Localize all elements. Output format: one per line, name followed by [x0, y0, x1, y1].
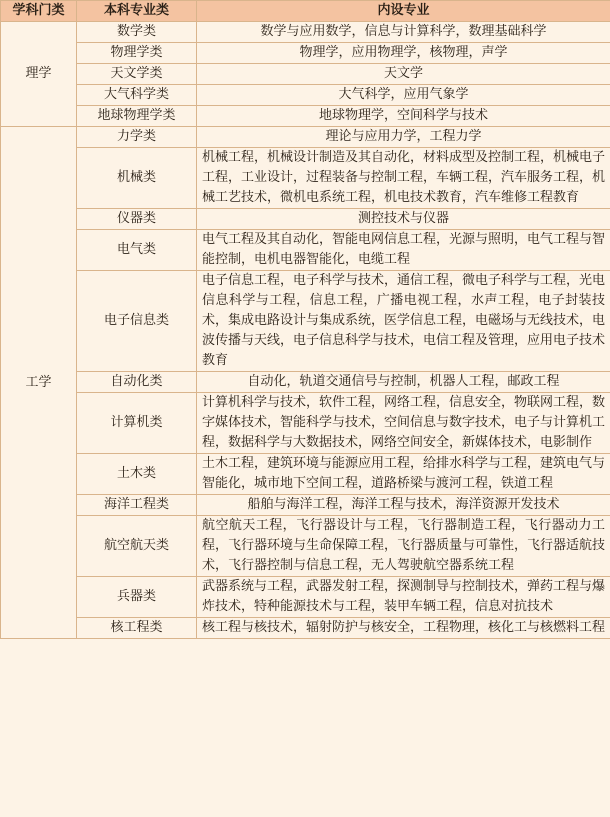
category-cell: 海洋工程类 [77, 495, 197, 516]
header-majors: 内设专业 [197, 1, 610, 22]
table-row [1, 22, 610, 43]
majors-cell: 物理学，应用物理学，核物理，声学 [197, 43, 610, 64]
discipline-cell-engineering: 工学 [1, 127, 77, 639]
table-row [1, 209, 610, 230]
majors-cell: 核工程与核技术，辐射防护与核安全，工程物理，核化工与核燃料工程 [197, 618, 610, 639]
majors-cell: 电子信息工程，电子科学与技术，通信工程，微电子科学与工程，光电信息科学与工程，信息工程，广播电视工程，水声工程，电子封装技术，集成电路设计与集成系统，医学信息工程，电磁场与无线技术，电波传播与天线，电子信息科学与技术，电信工程及管理，应用电子技术教育 [197, 271, 610, 372]
header-row [1, 1, 610, 22]
table-row [1, 618, 610, 639]
header-discipline: 学科门类 [1, 1, 77, 22]
category-cell: 计算机类 [77, 393, 197, 454]
majors-cell: 武器系统与工程，武器发射工程，探测制导与控制技术，弹药工程与爆炸技术，特种能源技术与工程，装甲车辆工程，信息对抗技术 [197, 577, 610, 618]
header-category: 本科专业类 [77, 1, 197, 22]
category-cell: 机械类 [77, 148, 197, 209]
category-cell: 土木类 [77, 454, 197, 495]
majors-cell: 地球物理学，空间科学与技术 [197, 106, 610, 127]
majors-cell: 自动化，轨道交通信号与控制，机器人工程，邮政工程 [197, 372, 610, 393]
table-row [1, 495, 610, 516]
majors-cell: 天文学 [197, 64, 610, 85]
category-cell: 电气类 [77, 230, 197, 271]
category-cell: 力学类 [77, 127, 197, 148]
category-cell: 自动化类 [77, 372, 197, 393]
category-cell: 航空航天类 [77, 516, 197, 577]
table-row [1, 454, 610, 495]
table-row [1, 372, 610, 393]
category-cell: 地球物理学类 [77, 106, 197, 127]
majors-cell: 电气工程及其自动化，智能电网信息工程，光源与照明，电气工程与智能控制，电机电器智能化，电缆工程 [197, 230, 610, 271]
table-row [1, 230, 610, 271]
majors-cell: 土木工程，建筑环境与能源应用工程，给排水科学与工程，建筑电气与智能化，城市地下空间工程，道路桥梁与渡河工程，铁道工程 [197, 454, 610, 495]
table-row [1, 271, 610, 372]
category-cell: 物理学类 [77, 43, 197, 64]
majors-cell: 测控技术与仪器 [197, 209, 610, 230]
table-row [1, 64, 610, 85]
table-row [1, 127, 610, 148]
category-cell: 电子信息类 [77, 271, 197, 372]
table-row [1, 85, 610, 106]
table-row [1, 43, 610, 64]
majors-cell: 大气科学，应用气象学 [197, 85, 610, 106]
table-row [1, 393, 610, 454]
majors-cell: 计算机科学与技术，软件工程，网络工程，信息安全，物联网工程，数字媒体技术，智能科学与技术，空间信息与数字技术，电子与计算机工程，数据科学与大数据技术，网络空间安全，新媒体技术，电影制作 [197, 393, 610, 454]
majors-cell: 航空航天工程，飞行器设计与工程，飞行器制造工程，飞行器动力工程，飞行器环境与生命保障工程，飞行器质量与可靠性，飞行器适航技术，飞行器控制与信息工程，无人驾驶航空器系统工程 [197, 516, 610, 577]
table-row [1, 106, 610, 127]
table-row [1, 577, 610, 618]
table-row [1, 516, 610, 577]
table-row [1, 148, 610, 209]
majors-cell: 船舶与海洋工程，海洋工程与技术，海洋资源开发技术 [197, 495, 610, 516]
category-cell: 核工程类 [77, 618, 197, 639]
category-cell: 大气科学类 [77, 85, 197, 106]
majors-cell: 机械工程，机械设计制造及其自动化，材料成型及控制工程，机械电子工程，工业设计，过程装备与控制工程，车辆工程，汽车服务工程，机械工艺技术，微机电系统工程，机电技术教育，汽车维修工程教育 [197, 148, 610, 209]
category-cell: 兵器类 [77, 577, 197, 618]
majors-cell: 数学与应用数学，信息与计算科学，数理基础科学 [197, 22, 610, 43]
category-cell: 天文学类 [77, 64, 197, 85]
majors-cell: 理论与应用力学，工程力学 [197, 127, 610, 148]
discipline-cell-science: 理学 [1, 22, 77, 127]
category-cell: 数学类 [77, 22, 197, 43]
category-cell: 仪器类 [77, 209, 197, 230]
